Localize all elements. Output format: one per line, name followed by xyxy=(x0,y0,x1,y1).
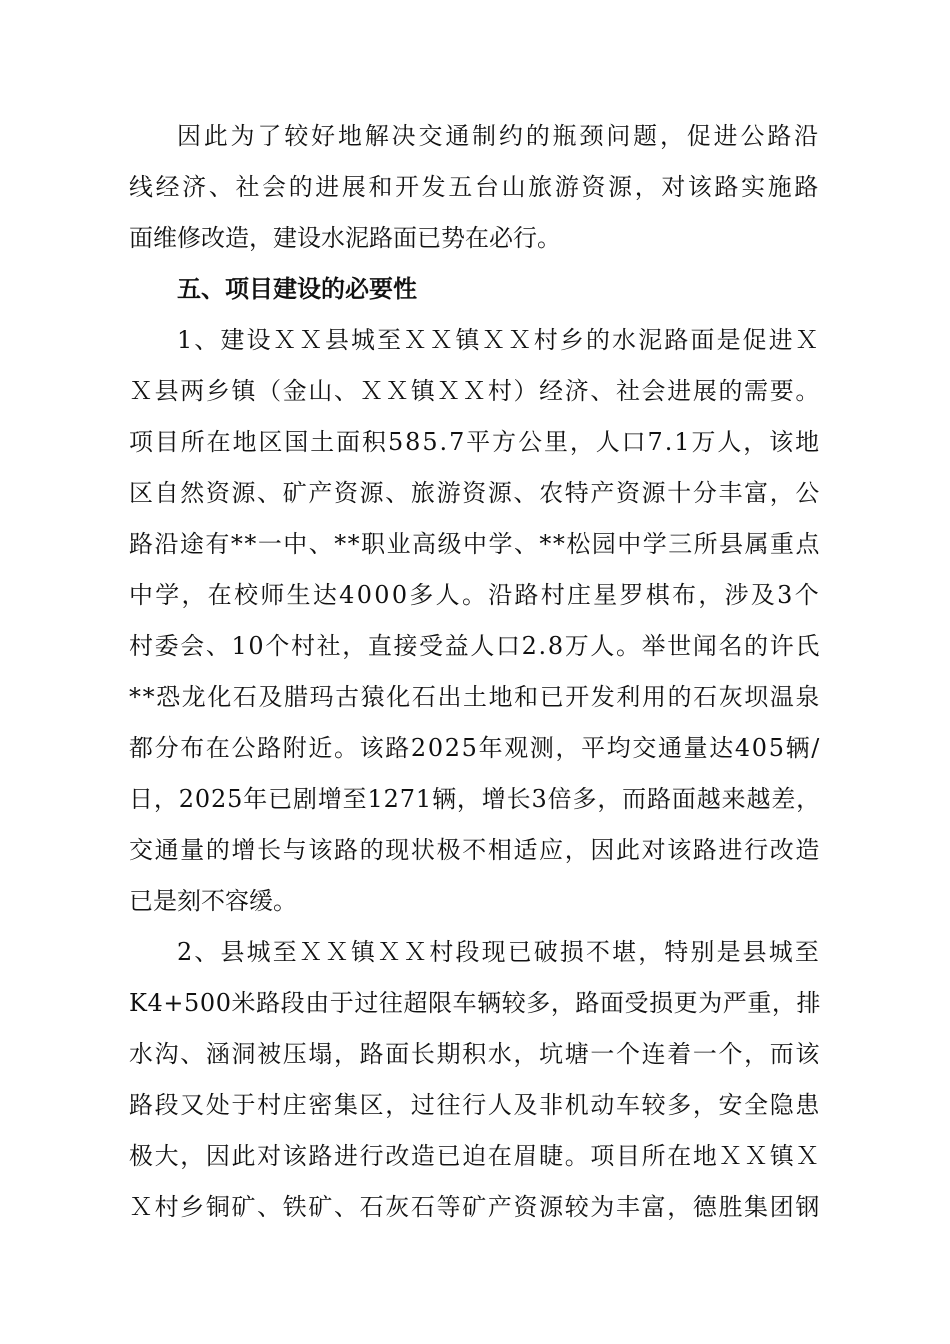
paragraph-1-line-2: Ｘ县两乡镇（金山、ＸＸ镇ＸＸ村）经济、社会进展的需要。 xyxy=(129,377,822,405)
paragraph-2-line-3: 水沟、涵洞被压塌，路面长期积水，坑塘一个连着一个，而该 xyxy=(129,1040,822,1068)
paragraph-1-line-12: 已是刻不容缓。 xyxy=(129,887,297,915)
paragraph-1-line-1: 1、建设ＸＸ县城至ＸＸ镇ＸＸ村乡的水泥路面是促进Ｘ xyxy=(177,326,822,354)
paragraph-2-line-5: 极大，因此对该路进行改造已迫在眉睫。项目所在地ＸＸ镇Ｘ xyxy=(129,1142,822,1170)
paragraph-1-line-8: **恐龙化石及腊玛古猿化石出土地和已开发利用的石灰坝温泉 xyxy=(129,683,821,711)
section-heading: 五、项目建设的必要性 xyxy=(177,275,417,303)
paragraph-intro-line-2: 线经济、社会的进展和开发五台山旅游资源，对该路实施路 xyxy=(129,173,822,201)
paragraph-intro-line-1: 因此为了较好地解决交通制约的瓶颈问题，促进公路沿 xyxy=(177,122,821,150)
paragraph-2-line-6: Ｘ村乡铜矿、铁矿、石灰石等矿产资源较为丰富，德胜集团钢 xyxy=(129,1193,822,1221)
paragraph-1-line-3: 项目所在地区国土面积585.7平方公里，人口7.1万人，该地 xyxy=(129,428,821,456)
paragraph-2-line-4: 路段又处于村庄密集区，过往行人及非机动车较多，安全隐患 xyxy=(129,1091,822,1119)
paragraph-intro-line-3: 面维修改造，建设水泥路面已势在必行。 xyxy=(129,224,561,252)
paragraph-1-line-11: 交通量的增长与该路的现状极不相适应，因此对该路进行改造 xyxy=(129,836,822,864)
paragraph-1-line-4: 区自然资源、矿产资源、旅游资源、农特产资源十分丰富，公 xyxy=(129,479,822,507)
paragraph-1-line-7: 村委会、10个村社，直接受益人口2.8万人。举世闻名的许氏 xyxy=(129,632,822,660)
paragraph-1-line-10: 日，2025年已剧增至1271辆，增长3倍多，而路面越来越差， xyxy=(129,785,822,813)
paragraph-2-line-1: 2、县城至ＸＸ镇ＸＸ村段现已破损不堪，特别是县城至 xyxy=(177,938,822,966)
paragraph-1-line-6: 中学，在校师生达4000多人。沿路村庄星罗棋布，涉及3个 xyxy=(129,581,821,609)
paragraph-2-line-2: K4+500米路段由于过往超限车辆较多，路面受损更为严重，排 xyxy=(129,989,822,1017)
paragraph-1-line-5: 路沿途有**一中、**职业高级中学、**松园中学三所县属重点 xyxy=(129,530,821,558)
paragraph-1-line-9: 都分布在公路附近。该路2025年观测，平均交通量达405辆/ xyxy=(129,734,822,762)
